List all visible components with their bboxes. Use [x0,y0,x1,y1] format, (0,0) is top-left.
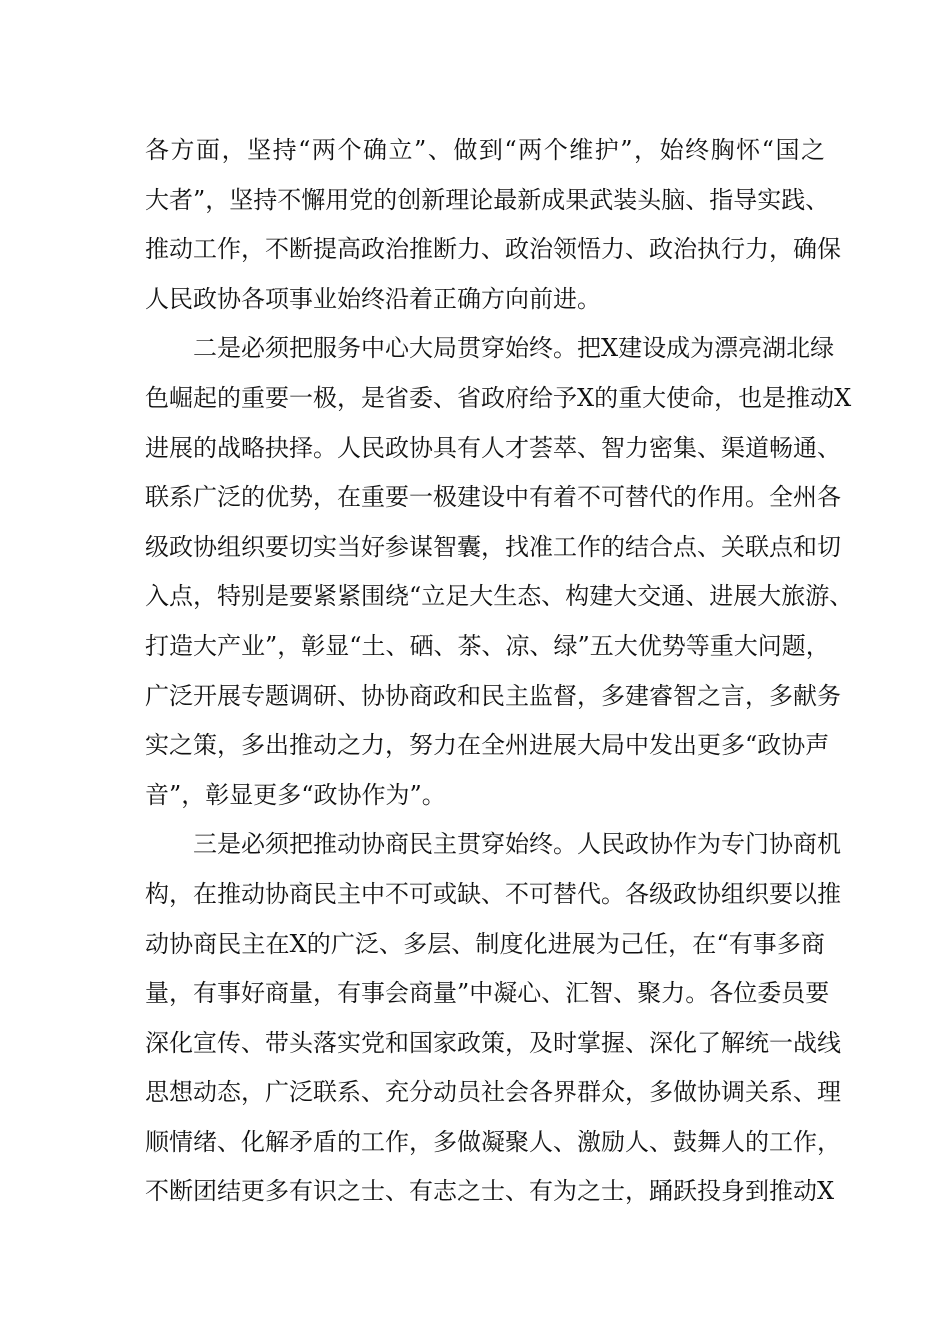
text-line: 色崛起的重要一极，是省委、省政府给予X的重大使命，也是推动X [145,383,852,412]
text-line: 各方面，坚持“两个确立”、做到“两个维护”，始终胸怀“国之 [145,136,825,164]
text-line: 人民政协各项事业始终沿着正确方向前进。 [145,284,601,313]
text-line: 打造大产业”，彰显“土、硒、茶、凉、绿”五大优势等重大问题， [145,631,830,660]
text-line: 广泛开展专题调研、协协商政和民主监督，多建睿智之言，多献务 [145,681,841,710]
text-line: 实之策，多出推动之力，努力在全州进展大局中发出更多“政协声 [145,731,830,760]
text-line: 联系广泛的优势，在重要一极建设中有着不可替代的作用。全州各 [145,483,841,512]
text-line: 入点，特别是要紧紧围绕“立足大生态、构建大交通、进展大旅游、 [145,582,854,611]
text-line: 量，有事好商量，有事会商量”中凝心、汇智、聚力。各位委员要 [145,979,830,1008]
text-line: 音”，彰显更多“政协作为”。 [145,780,446,809]
text-line: 思想动态，广泛联系、充分动员社会各界群众，多做协调关系、理 [145,1078,841,1107]
paragraph-start-line: 三是必须把推动协商民主贯穿始终。人民政协作为专门协商机 [193,830,841,859]
text-line: 进展的战略抉择。人民政协具有人才荟萃、智力密集、渠道畅通、 [145,433,841,462]
text-line: 不断团结更多有识之士、有志之士、有为之士，踊跃投身到推动X [145,1177,835,1206]
paragraph-start-line: 二是必须把服务中心大局贯穿始终。把X建设成为漂亮湖北绿 [193,334,835,363]
text-line: 大者”，坚持不懈用党的创新理论最新成果武装头脑、指导实践、 [145,185,830,214]
text-line: 级政协组织要切实当好参谋智囊，找准工作的结合点、关联点和切 [145,532,841,561]
text-line: 构，在推动协商民主中不可或缺、不可替代。各级政协组织要以推 [145,879,841,908]
text-line: 推动工作，不断提高政治推断力、政治领悟力、政治执行力，确保 [145,235,841,264]
body-text [145,126,854,1217]
text-line: 顺情绪、化解矛盾的工作，多做凝聚人、激励人、鼓舞人的工作， [145,1127,841,1156]
text-line: 动协商民主在X的广泛、多层、制度化进展为己任，在“有事多商 [145,929,825,958]
text-line: 深化宣传、带头落实党和国家政策，及时掌握、深化了解统一战线 [145,1028,841,1057]
